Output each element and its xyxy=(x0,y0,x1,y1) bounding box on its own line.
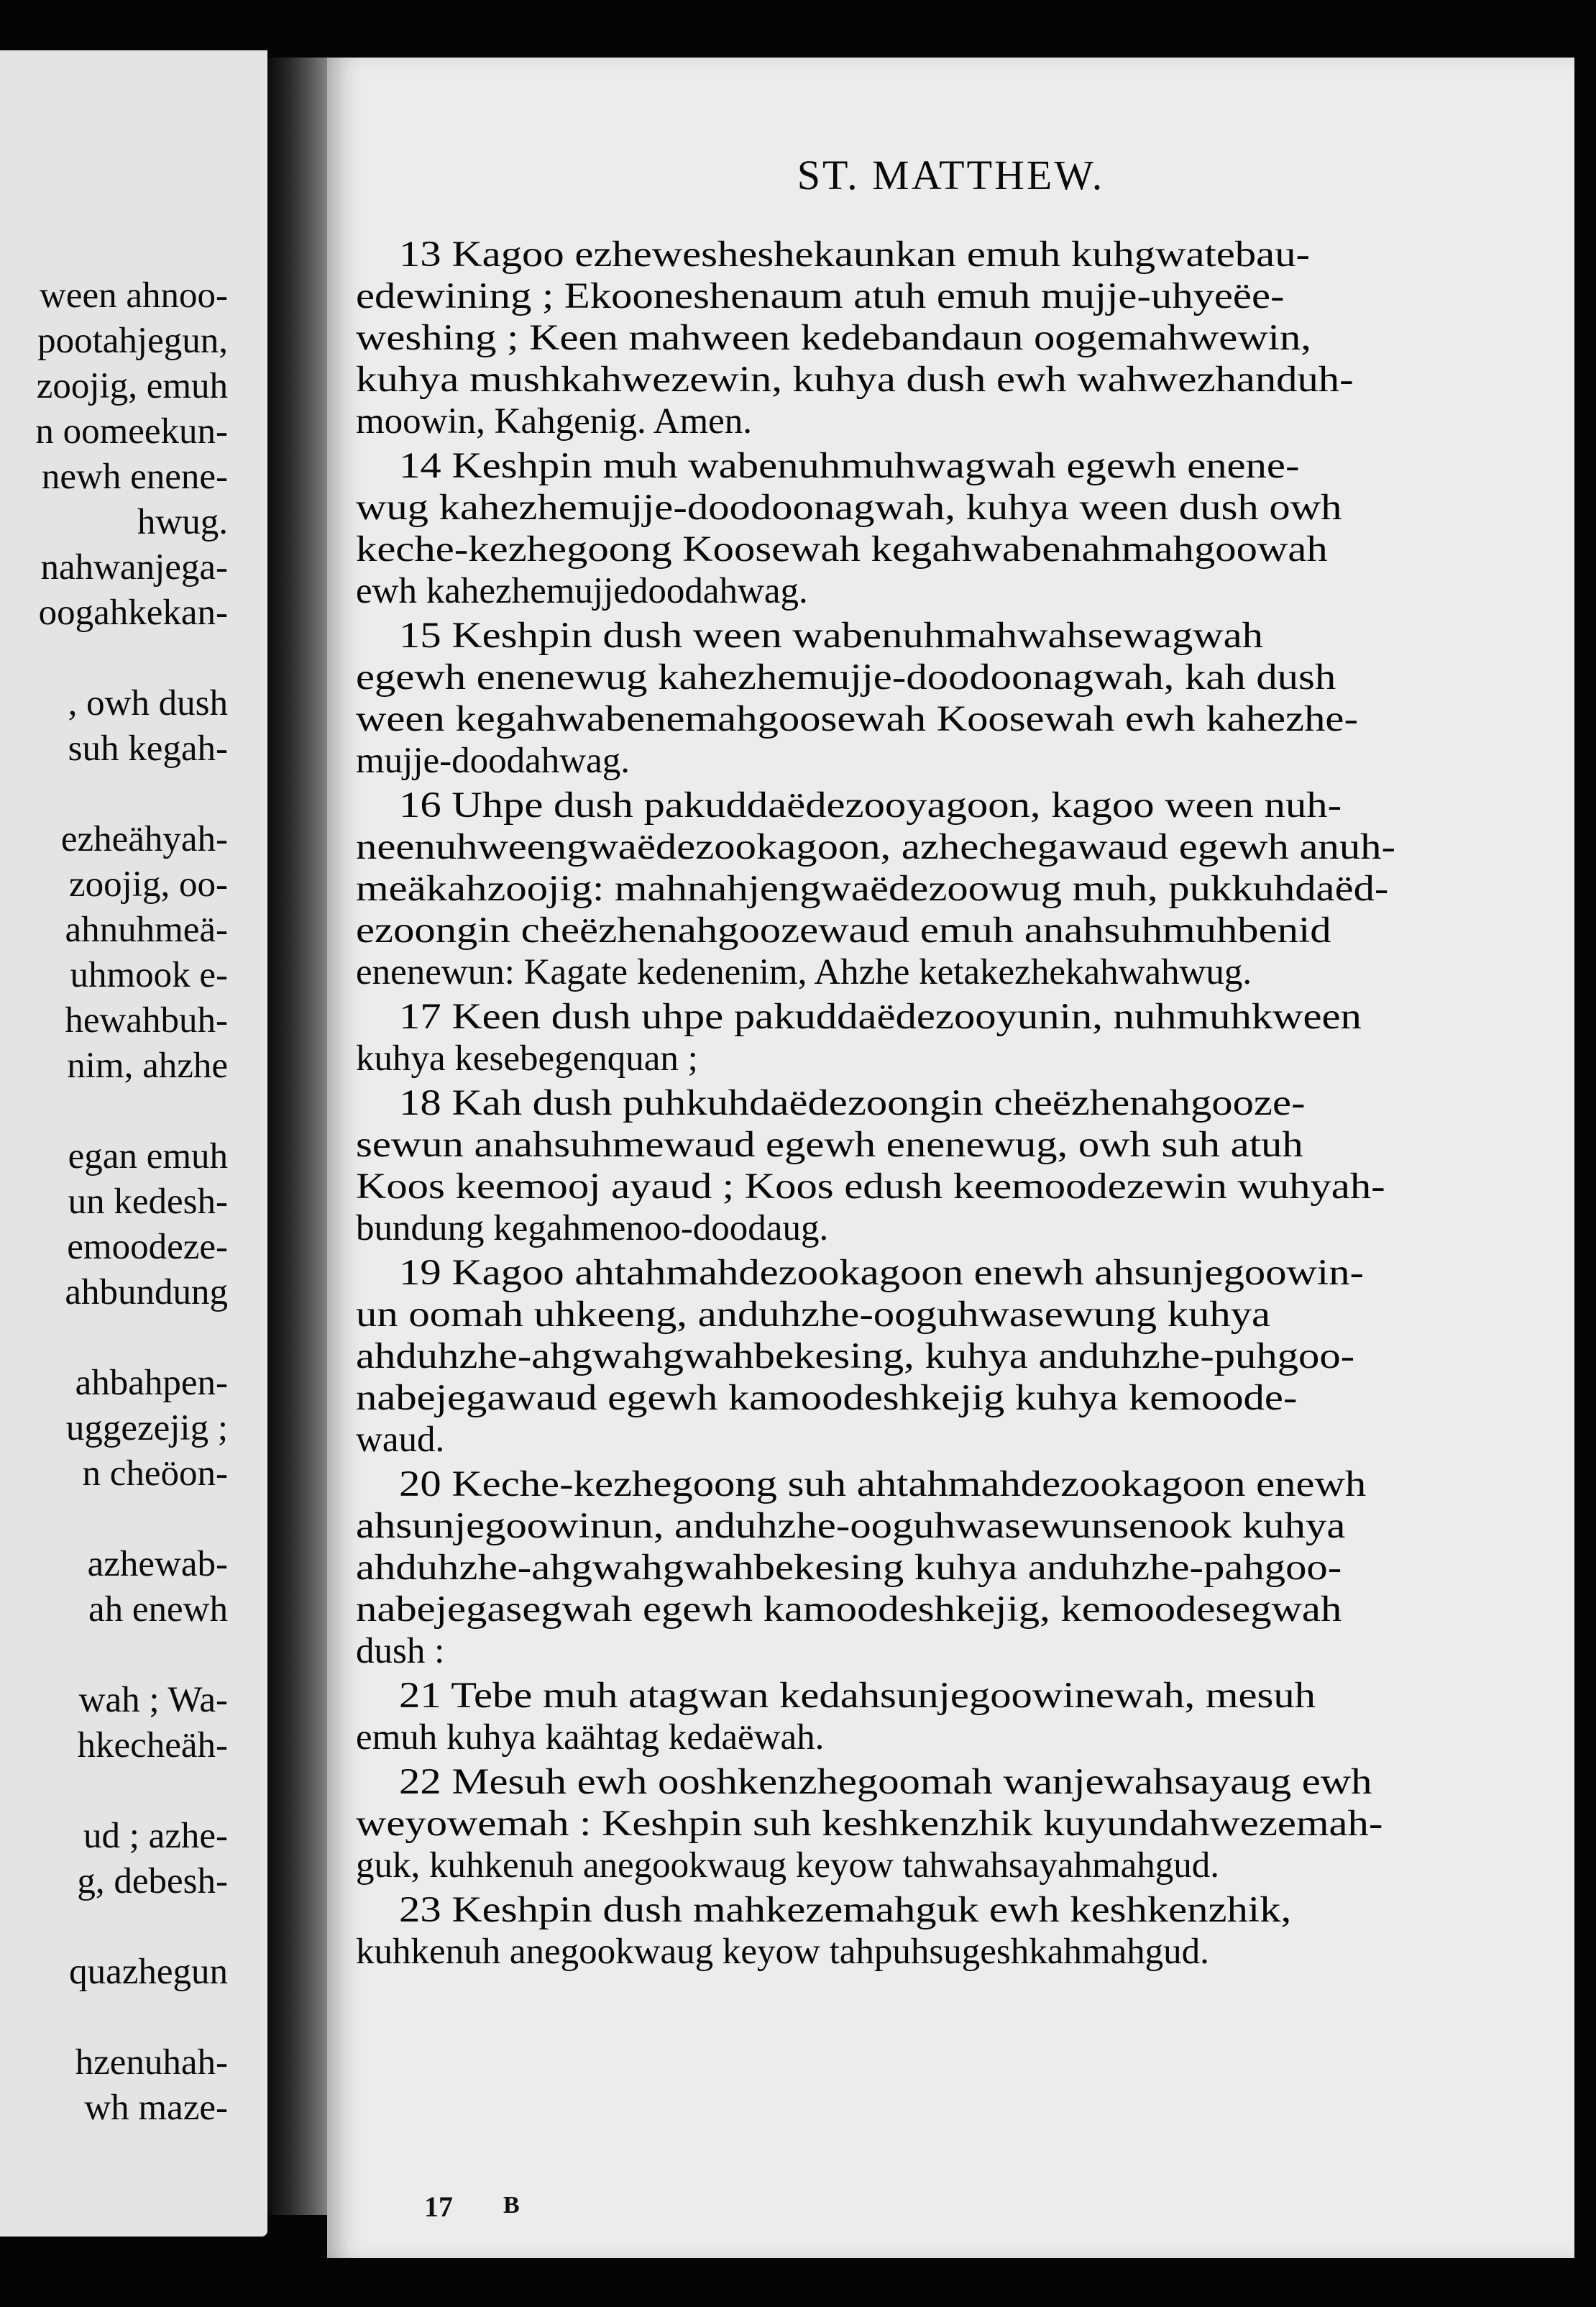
text-line: bundung kegahmenoo-doodaug. xyxy=(356,1208,829,1248)
text-line: ahduhzhe-ahgwahgwahbekesing, kuhya anduhzhe-puhgoo- xyxy=(356,1336,1355,1376)
left-text-line: ud ; azhe- xyxy=(83,1816,228,1856)
text-line: moowin, Kahgenig. Amen. xyxy=(356,401,753,442)
left-text-line: egan emuh xyxy=(68,1136,228,1177)
left-text-line: ahbundung xyxy=(65,1272,228,1312)
left-text-line xyxy=(0,1632,228,1678)
text-line: 13 Kagoo ezhewesheshekaunkan emuh kuhgwatebau- xyxy=(399,234,1311,275)
left-text-line: un kedesh- xyxy=(68,1182,228,1222)
left-text-line: ezheähyah- xyxy=(60,819,228,859)
left-text-line: uggezejig ; xyxy=(65,1408,228,1448)
left-text-line: wh maze- xyxy=(84,2088,228,2128)
text-line: wug kahezhemujje-doodoonagwah, kuhya ween dush owh xyxy=(356,488,1342,528)
right-page xyxy=(327,58,1574,2258)
text-line: 14 Keshpin muh wabenuhmuhwagwah egewh enene- xyxy=(399,446,1300,486)
text-line: mujje-doodahwag. xyxy=(356,741,630,781)
text-line: ewh kahezhemujjedoodahwag. xyxy=(356,571,808,611)
text-line: weyowemah : Keshpin suh keshkenzhik kuyundahwezemah- xyxy=(356,1804,1383,1844)
left-text-line: ween ahnoo- xyxy=(40,275,228,316)
text-line: guk, kuhkenuh anegookwaug keyow tahwahsayahmahgud. xyxy=(356,1845,1220,1886)
left-text-line: hwug. xyxy=(137,502,228,542)
text-line: 21 Tebe muh atagwan kedahsunjegoowinewah, mesuh xyxy=(399,1676,1316,1716)
left-text-line: wah ; Wa- xyxy=(78,1680,228,1720)
left-text-line: zoojig, oo- xyxy=(69,864,228,905)
text-line: sewun anahsuhmewaud egewh enenewug, owh suh atuh xyxy=(356,1125,1303,1165)
text-line: 23 Keshpin dush mahkezemahguk ewh keshkenzhik, xyxy=(399,1890,1292,1930)
left-text-line: , owh dush xyxy=(68,683,228,723)
left-text-line: nim, ahzhe xyxy=(67,1046,228,1086)
left-text-line: ahbahpen- xyxy=(75,1363,228,1403)
left-text-line: suh kegah- xyxy=(68,728,228,769)
left-text-line: nahwanjega- xyxy=(40,547,228,588)
left-text-line: uhmook e- xyxy=(70,955,228,995)
left-text-line: n cheöon- xyxy=(82,1453,228,1494)
text-line: Koos keemooj ayaud ; Koos edush keemoodezewin wuhyah- xyxy=(356,1166,1385,1207)
text-line: 20 Keche-kezhegoong suh ahtahmahdezookagoon enewh xyxy=(399,1464,1367,1504)
text-line: nabejegasegwah egewh kamoodeshkejig, kemoodesegwah xyxy=(356,1589,1342,1630)
text-line: kuhya mushkahwezewin, kuhya dush ewh wahwezhanduh- xyxy=(356,360,1354,400)
left-text-line xyxy=(0,1904,228,1950)
text-line: ween kegahwabenemahgoosewah Koosewah ewh kahezhe- xyxy=(356,699,1358,739)
left-text-line: hkecheäh- xyxy=(77,1725,228,1765)
left-text-line: g, debesh- xyxy=(77,1861,228,1901)
text-line: nabejegawaud egewh kamoodeshkejig kuhya kemoode- xyxy=(356,1378,1298,1418)
left-page xyxy=(0,50,267,2237)
text-line: meäkahzoojig: mahnahjengwaëdezoowug muh, pukkuhdaëd- xyxy=(356,869,1389,909)
text-line: waud. xyxy=(356,1420,445,1460)
left-text-line xyxy=(0,772,228,817)
left-text-line xyxy=(0,1995,228,2040)
left-text-line xyxy=(0,1089,228,1134)
page-number: 17 xyxy=(424,2190,453,2223)
text-line: 19 Kagoo ahtahmahdezookagoon enewh ahsunjegoowin- xyxy=(399,1253,1365,1293)
left-page-text xyxy=(0,273,228,2131)
left-text-line: hzenuhah- xyxy=(75,2042,228,2083)
left-text-line xyxy=(0,1315,228,1361)
book-gutter xyxy=(267,58,331,2215)
text-line: 18 Kah dush puhkuhdaëdezoongin cheëzhenahgooze- xyxy=(399,1083,1306,1123)
text-line: edewining ; Ekooneshenaum atuh emuh mujje-uhyeëe- xyxy=(356,276,1285,316)
text-line: 22 Mesuh ewh ooshkenzhegoomah wanjewahsayaug ewh xyxy=(399,1762,1372,1802)
text-line: keche-kezhegoong Koosewah kegahwabenahmahgoowah xyxy=(356,529,1328,570)
text-line: ahsunjegoowinun, anduhzhe-ooguhwasewunsenook kuhya xyxy=(356,1506,1346,1546)
signature-mark: B xyxy=(503,2192,520,2219)
text-line: neenuhweengwaëdezookagoon, azhechegawaud egewh anuh- xyxy=(356,827,1396,867)
left-text-line: pootahjegun, xyxy=(37,321,228,361)
left-text-line: emoodeze- xyxy=(67,1227,228,1267)
left-text-line: ahnuhmeä- xyxy=(65,910,228,950)
left-text-line xyxy=(0,636,228,681)
left-text-line: ah enewh xyxy=(88,1589,228,1630)
text-line: 15 Keshpin dush ween wabenuhmahwahsewagwah xyxy=(399,616,1264,656)
left-text-line: n oomeekun- xyxy=(35,411,228,452)
left-text-line: quazhegun xyxy=(69,1952,228,1992)
text-line: ezoongin cheëzhenahgoozewaud emuh anahsuhmuhbenid xyxy=(356,910,1331,951)
left-text-line: newh enene- xyxy=(41,457,228,497)
left-text-line: oogahkekan- xyxy=(38,593,228,633)
text-line: 17 Keen dush uhpe pakuddaëdezooyunin, nuhmuhkween xyxy=(399,997,1362,1037)
text-line: enenewun: Kagate kedenenim, Ahzhe ketakezhekahwahwug. xyxy=(356,952,1252,992)
running-head: ST. MATTHEW. xyxy=(797,152,1105,198)
text-line: un oomah uhkeeng, anduhzhe-ooguhwasewung kuhya xyxy=(356,1294,1271,1335)
left-text-line: azhewab- xyxy=(87,1544,228,1584)
text-line: ahduhzhe-ahgwahgwahbekesing kuhya anduhzhe-pahgoo- xyxy=(356,1548,1342,1588)
text-line: kuhkenuh anegookwaug keyow tahpuhsugeshkahmahgud. xyxy=(356,1932,1209,1972)
text-line: 16 Uhpe dush pakuddaëdezooyagoon, kagoo ween nuh- xyxy=(399,785,1342,826)
left-text-line xyxy=(0,1497,228,1542)
text-line: weshing ; Keen mahween kedebandaun oogemahwewin, xyxy=(356,318,1311,358)
left-text-line: zoojig, emuh xyxy=(36,366,228,406)
text-line: egewh enenewug kahezhemujje-doodoonagwah, kah dush xyxy=(356,657,1336,698)
text-line: kuhya kesebegenquan ; xyxy=(356,1038,698,1079)
text-line: emuh kuhya kaähtag kedaëwah. xyxy=(356,1717,825,1758)
left-text-line: hewahbuh- xyxy=(65,1000,228,1041)
text-line: dush : xyxy=(356,1631,445,1671)
left-text-line xyxy=(0,1768,228,1814)
